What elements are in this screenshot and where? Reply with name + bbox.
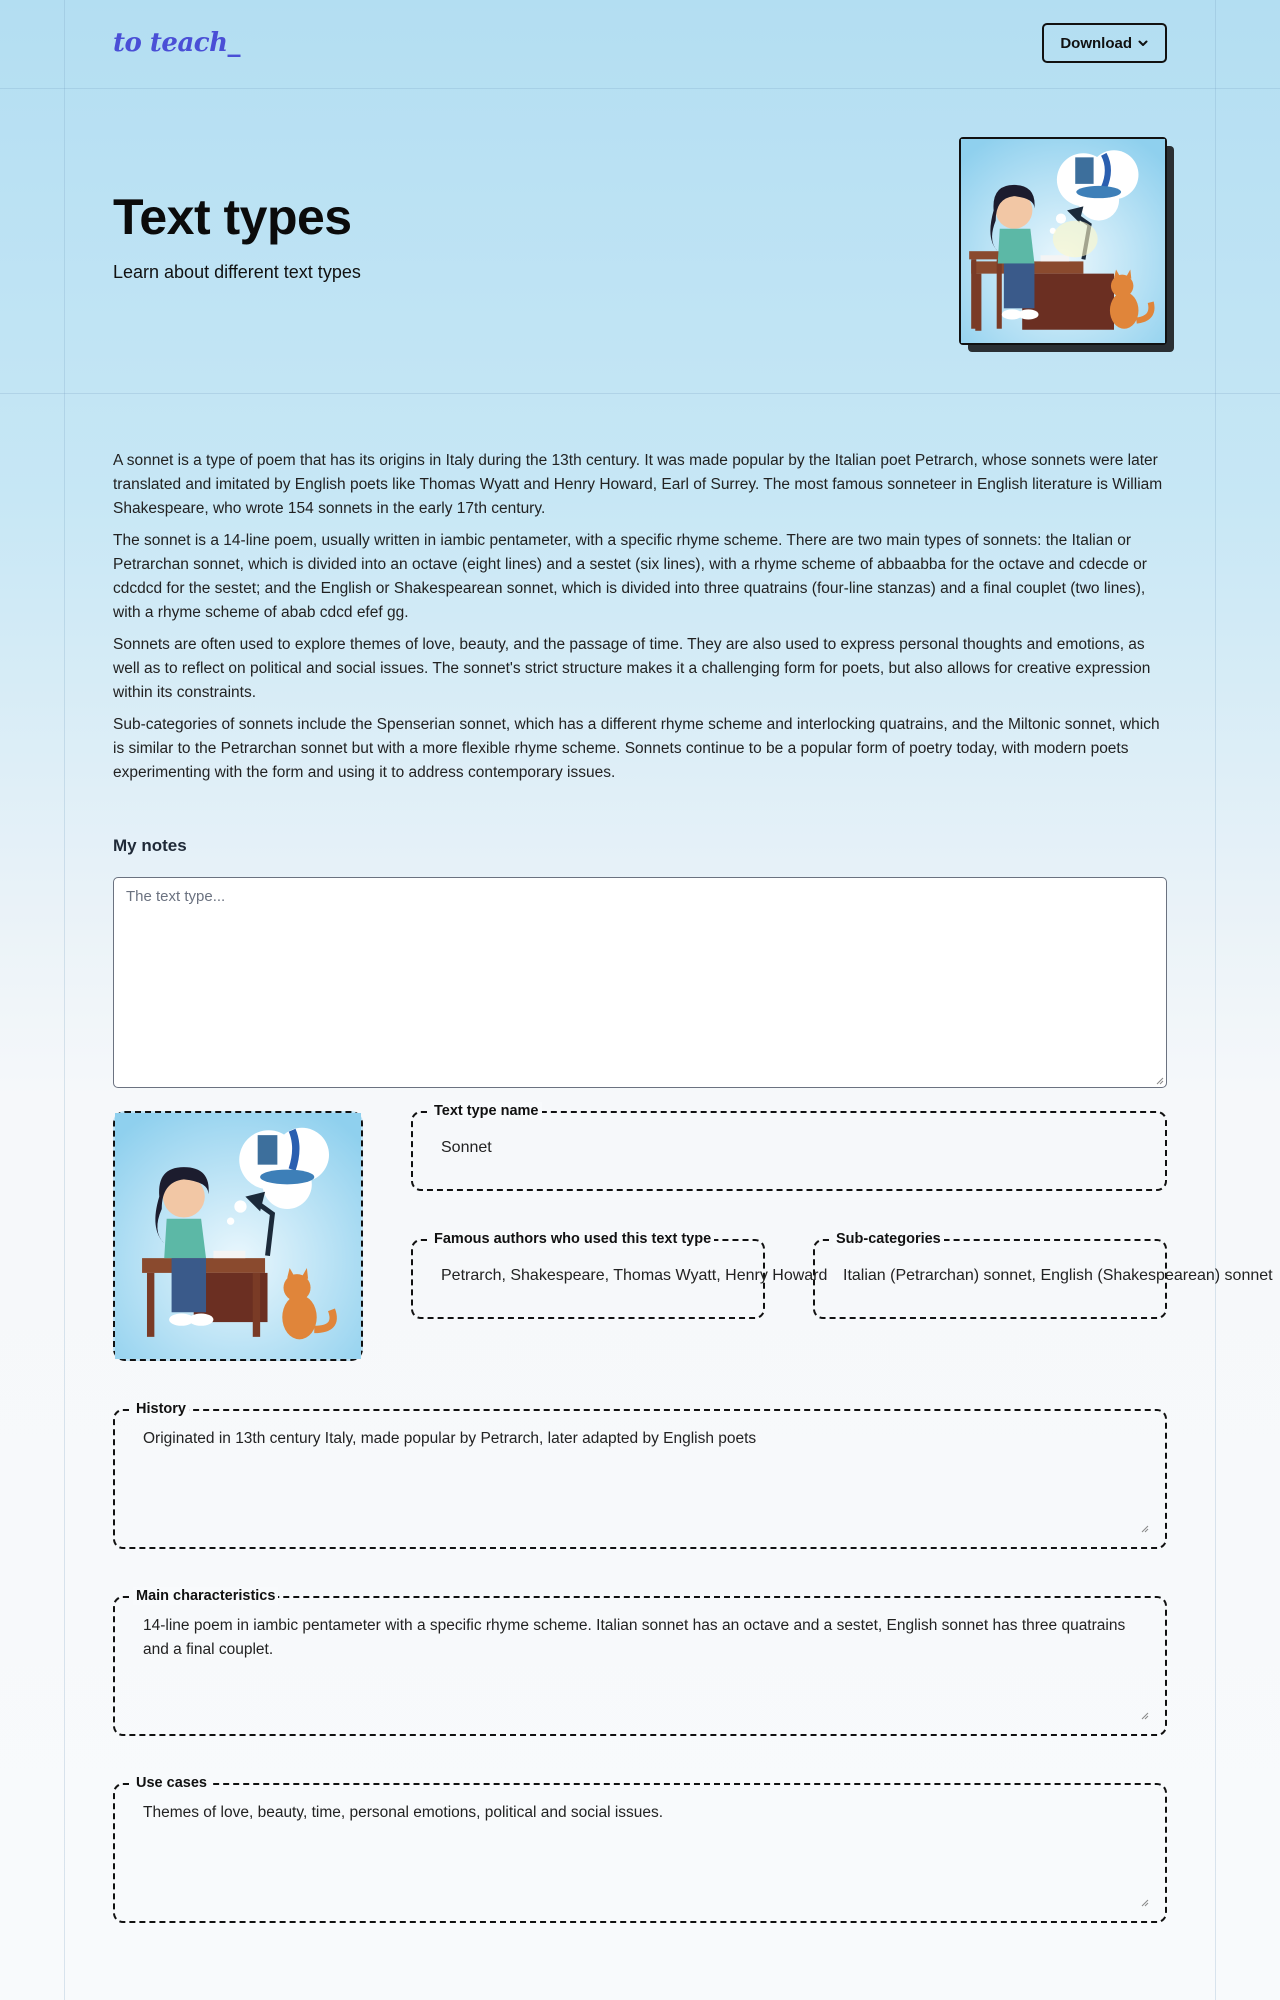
text-type-name-value[interactable]: Sonnet bbox=[441, 1139, 492, 1156]
logo[interactable]: to teach_ bbox=[113, 28, 241, 58]
article-paragraph: Sonnets are often used to explore themes of love, beauty, and the passage of time. They are also used to express personal thoughts and emotions, as well as to reflect on political and social issues. The sonnet's strict structure makes it a challenging form for poets, but also allows for creative expression within its constraints. bbox=[113, 636, 1151, 701]
use-cases-label: Use cases bbox=[133, 1774, 210, 1792]
girl-writing-illustration bbox=[115, 1113, 361, 1359]
use-cases-field[interactable] bbox=[113, 1775, 1167, 1923]
article-paragraph: Sub-categories of sonnets include the Spenserian sonnet, which has a different rhyme scheme and interlocking quatrains, and the Miltonic sonnet, which is similar to the Petrarchan sonnet but with a more flexible rhyme scheme. Sonnets continue to be a popular form of poetry today, with modern poets experimenting with the form and using it to address contemporary issues. bbox=[113, 716, 1160, 781]
main-characteristics-field[interactable] bbox=[113, 1588, 1167, 1736]
history-field[interactable] bbox=[113, 1401, 1167, 1549]
sub-categories-label: Sub-categories bbox=[833, 1230, 944, 1248]
resize-grip-icon[interactable] bbox=[1156, 1077, 1164, 1085]
famous-authors-field[interactable] bbox=[411, 1231, 828, 1319]
site-header bbox=[113, 23, 1167, 63]
sub-categories-value[interactable]: Italian (Petrarchan) sonnet, English (Shakespearean) sonnet bbox=[843, 1267, 1273, 1284]
text-type-name-label: Text type name bbox=[431, 1102, 542, 1120]
use-cases-value[interactable]: Themes of love, beauty, time, personal emotions, political and social issues. bbox=[143, 1804, 664, 1821]
sub-categories-field[interactable] bbox=[813, 1231, 1273, 1319]
resize-grip-icon[interactable] bbox=[1141, 1712, 1149, 1720]
download-button[interactable] bbox=[1042, 23, 1167, 63]
notes-textarea[interactable] bbox=[113, 877, 1167, 1088]
text-type-image bbox=[113, 1111, 363, 1361]
notes-label: My notes bbox=[113, 836, 187, 855]
guide-line-right bbox=[1215, 0, 1216, 2000]
girl-writing-illustration bbox=[961, 139, 1165, 343]
article-paragraph: The sonnet is a 14-line poem, usually written in iambic pentameter, with a specific rhyme scheme. There are two main types of sonnets: the Italian or Petrarchan sonnet, which is divided into an octave (eight lines) and a sestet (six lines), with a rhyme scheme of abbaabba for the octave and cdecde or cdcdcd for the sestet; and the English or Shakespearean sonnet, which is divided into three quatrains (four-line stanzas) and a final couplet (two lines), with a rhyme scheme of abab cdcd efef gg. bbox=[113, 532, 1147, 621]
hero-illustration bbox=[959, 137, 1167, 345]
famous-authors-value[interactable]: Petrarch, Shakespeare, Thomas Wyatt, Henry Howard bbox=[441, 1267, 828, 1284]
download-label: Download bbox=[1060, 34, 1132, 52]
resize-grip-icon[interactable] bbox=[1141, 1525, 1149, 1533]
guide-line-hero bbox=[0, 393, 1280, 394]
chevron-down-icon bbox=[1137, 37, 1149, 49]
guide-line-header bbox=[0, 88, 1280, 89]
main-characteristics-label: Main characteristics bbox=[133, 1587, 278, 1605]
famous-authors-label: Famous authors who used this text type bbox=[431, 1230, 714, 1248]
page-subtitle: Learn about different text types bbox=[113, 262, 361, 282]
article-paragraph: A sonnet is a type of poem that has its origins in Italy during the 13th century. It was made popular by the Italian poet Petrarch, whose sonnets were later translated and imitated by English poets like Thomas Wyatt and Henry Howard, Earl of Surrey. The most famous sonneteer in English literature is William Shakespeare, who wrote 154 sonnets in the early 17th century. bbox=[113, 452, 1163, 517]
page-title: Text types bbox=[113, 189, 352, 245]
text-type-name-field[interactable] bbox=[411, 1103, 1167, 1191]
history-label: History bbox=[133, 1400, 189, 1418]
guide-line-left bbox=[64, 0, 65, 2000]
article-body bbox=[113, 449, 1167, 793]
resize-grip-icon[interactable] bbox=[1141, 1899, 1149, 1907]
history-value[interactable]: Originated in 13th century Italy, made popular by Petrarch, later adapted by English poets bbox=[143, 1430, 757, 1447]
main-characteristics-value[interactable]: 14-line poem in iambic pentameter with a specific rhyme scheme. Italian sonnet has an octave and a sestet, English sonnet has three quatrains and a final couplet. bbox=[143, 1617, 1126, 1658]
